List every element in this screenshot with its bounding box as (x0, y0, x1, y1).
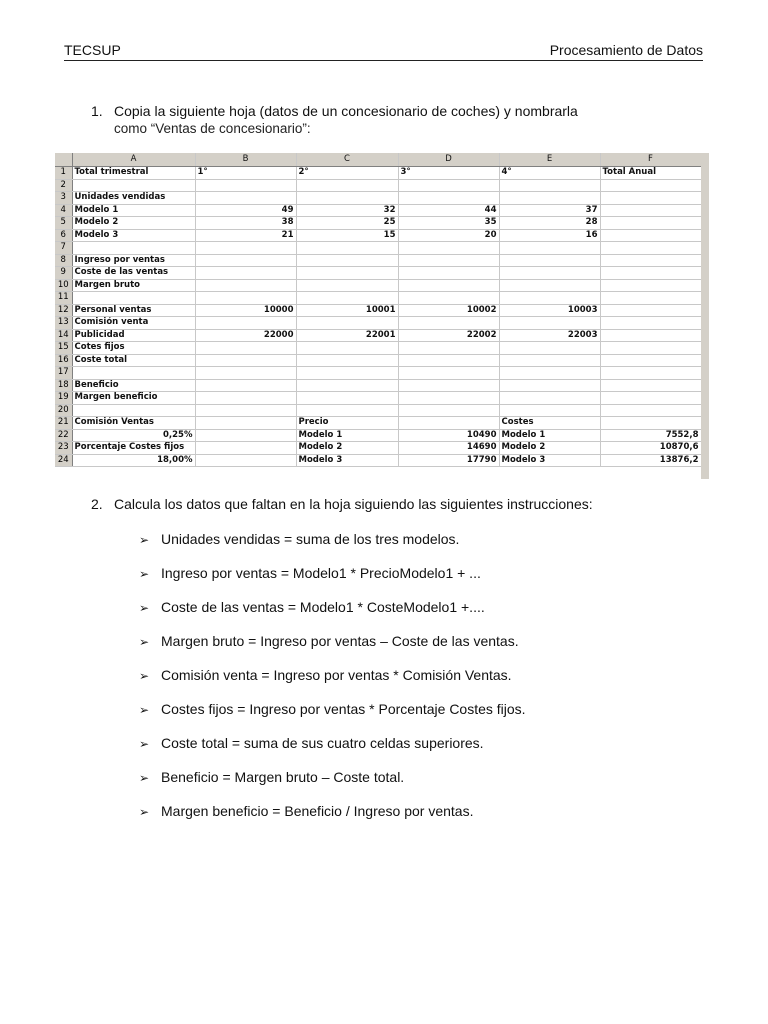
sheet-cell: Precio (296, 417, 398, 430)
sheet-row (55, 229, 701, 242)
sheet-row (55, 204, 701, 217)
sheet-row (55, 304, 701, 317)
corner-cell (55, 153, 72, 167)
sheet-cell: 25 (296, 217, 398, 230)
arrowhead-bullet-icon: ➢ (139, 669, 150, 683)
sheet-cell: 22002 (398, 329, 499, 342)
sheet-cell (499, 404, 600, 417)
sheet-cell (296, 242, 398, 255)
instruction-text: Margen beneficio = Beneficio / Ingreso por ventas. (161, 803, 474, 819)
sheet-row (55, 242, 701, 255)
instruction-text: Unidades vendidas = suma de los tres modelos. (161, 531, 460, 547)
sheet-row (55, 454, 701, 467)
sheet-cell: Modelo 2 (296, 442, 398, 455)
sheet-cell (600, 367, 701, 380)
sheet-cell: Modelo 1 (296, 429, 398, 442)
sheet-cell (195, 429, 296, 442)
instruction-item (139, 564, 481, 583)
row-header: 2 (55, 179, 72, 192)
sheet-cell (72, 367, 195, 380)
sheet-cell: 10000 (195, 304, 296, 317)
spreadsheet-table (55, 153, 702, 467)
sheet-cell (72, 179, 195, 192)
sheet-cell (398, 279, 499, 292)
sheet-cell (398, 254, 499, 267)
arrowhead-bullet-icon: ➢ (139, 805, 150, 819)
sheet-cell (296, 254, 398, 267)
sheet-cell (600, 379, 701, 392)
sheet-cell: Modelo 3 (72, 229, 195, 242)
sheet-cell (296, 367, 398, 380)
sheet-cell (499, 254, 600, 267)
sheet-cell: Modelo 2 (499, 442, 600, 455)
row-header: 20 (55, 404, 72, 417)
row-header: 23 (55, 442, 72, 455)
sheet-cell: Modelo 3 (499, 454, 600, 467)
sheet-cell: Modelo 3 (296, 454, 398, 467)
sheet-cell (398, 192, 499, 205)
sheet-cell (72, 292, 195, 305)
row-header: 21 (55, 417, 72, 430)
sheet-cell: 22001 (296, 329, 398, 342)
sheet-cell: 18,00% (72, 454, 195, 467)
instruction-item (139, 632, 519, 651)
sheet-cell (195, 254, 296, 267)
sheet-row (55, 167, 701, 180)
sheet-cell (600, 217, 701, 230)
sheet-cell (296, 379, 398, 392)
sheet-cell: 10002 (398, 304, 499, 317)
arrowhead-bullet-icon: ➢ (139, 737, 150, 751)
sheet-cell: 4° (499, 167, 600, 180)
instruction-text: Comisión venta = Ingreso por ventas * Comisión Ventas. (161, 667, 512, 683)
sheet-cell: 16 (499, 229, 600, 242)
sheet-cell (600, 304, 701, 317)
column-header-b: B (195, 153, 296, 167)
instruction-text: Coste de las ventas = Modelo1 * CosteModelo1 +.... (161, 599, 485, 615)
sheet-cell (195, 404, 296, 417)
sheet-cell: 10870,6 (600, 442, 701, 455)
row-header: 6 (55, 229, 72, 242)
sheet-row (55, 417, 701, 430)
sheet-row (55, 342, 701, 355)
column-header-a: A (72, 153, 195, 167)
instruction-text: Costes fijos = Ingreso por ventas * Porcentaje Costes fijos. (161, 701, 526, 717)
sheet-cell (195, 392, 296, 405)
sheet-cell: Margen beneficio (72, 392, 195, 405)
sheet-row (55, 179, 701, 192)
header-right: Procesamiento de Datos (549, 42, 703, 58)
sheet-cell: 32 (296, 204, 398, 217)
sheet-cell: Comisión venta (72, 317, 195, 330)
sheet-cell: Coste de las ventas (72, 267, 195, 280)
sheet-cell: Margen bruto (72, 279, 195, 292)
sheet-cell (499, 354, 600, 367)
sheet-cell (499, 292, 600, 305)
row-header: 9 (55, 267, 72, 280)
page-header (64, 42, 703, 61)
instruction-text: Margen bruto = Ingreso por ventas – Coste de las ventas. (161, 633, 519, 649)
sheet-cell: Costes (499, 417, 600, 430)
sheet-cell: Total trimestral (72, 167, 195, 180)
column-header-e: E (499, 153, 600, 167)
arrowhead-bullet-icon: ➢ (139, 533, 150, 547)
sheet-cell (195, 317, 296, 330)
step-1-subtext: como “Ventas de concesionario”: (114, 121, 311, 136)
sheet-cell (296, 342, 398, 355)
row-header: 8 (55, 254, 72, 267)
spreadsheet-image (55, 153, 709, 479)
sheet-cell (499, 342, 600, 355)
sheet-cell (296, 404, 398, 417)
step-1-text: Copia la siguiente hoja (datos de un concesionario de coches) y nombrarla (114, 103, 578, 119)
sheet-cell: 15 (296, 229, 398, 242)
sheet-cell: Modelo 1 (72, 204, 195, 217)
sheet-cell: 49 (195, 204, 296, 217)
sheet-row (55, 317, 701, 330)
sheet-cell (296, 292, 398, 305)
sheet-cell (499, 367, 600, 380)
sheet-row (55, 367, 701, 380)
sheet-cell (600, 192, 701, 205)
sheet-cell: Comisión Ventas (72, 417, 195, 430)
sheet-cell (195, 342, 296, 355)
row-header: 14 (55, 329, 72, 342)
sheet-cell (600, 404, 701, 417)
sheet-cell (296, 279, 398, 292)
sheet-cell (296, 392, 398, 405)
sheet-cell: 22000 (195, 329, 296, 342)
arrowhead-bullet-icon: ➢ (139, 567, 150, 581)
sheet-cell: 28 (499, 217, 600, 230)
column-header-row (55, 153, 701, 167)
sheet-cell (195, 279, 296, 292)
sheet-cell: Ingreso por ventas (72, 254, 195, 267)
sheet-cell (600, 267, 701, 280)
sheet-cell: 2° (296, 167, 398, 180)
column-header-f: F (600, 153, 701, 167)
row-header: 4 (55, 204, 72, 217)
row-header: 12 (55, 304, 72, 317)
sheet-cell (296, 267, 398, 280)
instruction-text: Coste total = suma de sus cuatro celdas superiores. (161, 735, 484, 751)
sheet-cell: Cotes fijos (72, 342, 195, 355)
sheet-cell (195, 417, 296, 430)
sheet-cell: 37 (499, 204, 600, 217)
sheet-cell (600, 254, 701, 267)
sheet-cell: 1° (195, 167, 296, 180)
sheet-cell (72, 404, 195, 417)
sheet-cell (499, 179, 600, 192)
sheet-cell (195, 379, 296, 392)
sheet-row (55, 429, 701, 442)
step-1-number: 1. (91, 103, 103, 119)
sheet-cell (398, 317, 499, 330)
sheet-cell: Personal ventas (72, 304, 195, 317)
row-header: 15 (55, 342, 72, 355)
sheet-cell (195, 192, 296, 205)
sheet-cell: 10001 (296, 304, 398, 317)
sheet-cell (499, 392, 600, 405)
sheet-cell: 35 (398, 217, 499, 230)
sheet-cell: Porcentaje Costes fijos (72, 442, 195, 455)
sheet-cell: 0,25% (72, 429, 195, 442)
sheet-cell: 14690 (398, 442, 499, 455)
sheet-row (55, 292, 701, 305)
sheet-cell: 20 (398, 229, 499, 242)
sheet-cell (195, 367, 296, 380)
sheet-cell (499, 242, 600, 255)
sheet-cell: 22003 (499, 329, 600, 342)
sheet-cell (600, 279, 701, 292)
sheet-cell (296, 354, 398, 367)
row-header: 19 (55, 392, 72, 405)
sheet-row (55, 329, 701, 342)
column-header-c: C (296, 153, 398, 167)
sheet-row (55, 379, 701, 392)
sheet-cell: Modelo 1 (499, 429, 600, 442)
sheet-row (55, 442, 701, 455)
sheet-cell (600, 242, 701, 255)
sheet-cell: Total Anual (600, 167, 701, 180)
sheet-row (55, 279, 701, 292)
sheet-cell (499, 379, 600, 392)
sheet-cell: Publicidad (72, 329, 195, 342)
sheet-cell (600, 354, 701, 367)
sheet-cell (195, 442, 296, 455)
sheet-cell (499, 279, 600, 292)
sheet-cell (195, 454, 296, 467)
sheet-cell (195, 292, 296, 305)
instruction-item (139, 530, 459, 549)
instruction-item (139, 734, 484, 753)
row-header: 10 (55, 279, 72, 292)
sheet-cell (499, 317, 600, 330)
step-2-number: 2. (91, 496, 103, 512)
sheet-cell (600, 229, 701, 242)
row-header: 7 (55, 242, 72, 255)
column-header-d: D (398, 153, 499, 167)
sheet-scrollbar (701, 153, 709, 479)
arrowhead-bullet-icon: ➢ (139, 635, 150, 649)
row-header: 24 (55, 454, 72, 467)
sheet-cell (195, 267, 296, 280)
sheet-cell: 21 (195, 229, 296, 242)
sheet-cell (398, 404, 499, 417)
instruction-item (139, 802, 473, 821)
sheet-cell (499, 192, 600, 205)
sheet-cell (195, 354, 296, 367)
row-header: 16 (55, 354, 72, 367)
header-left: TECSUP (64, 42, 121, 58)
sheet-cell (398, 354, 499, 367)
sheet-cell (600, 204, 701, 217)
sheet-row (55, 267, 701, 280)
sheet-cell (398, 292, 499, 305)
sheet-row (55, 404, 701, 417)
sheet-cell (398, 379, 499, 392)
sheet-cell: 10490 (398, 429, 499, 442)
sheet-cell (398, 267, 499, 280)
sheet-cell (398, 242, 499, 255)
sheet-cell: 38 (195, 217, 296, 230)
row-header: 18 (55, 379, 72, 392)
sheet-cell (600, 392, 701, 405)
sheet-cell (600, 317, 701, 330)
instruction-item (139, 666, 512, 685)
sheet-cell: 10003 (499, 304, 600, 317)
sheet-cell (195, 242, 296, 255)
sheet-cell: 17790 (398, 454, 499, 467)
step-2-text: Calcula los datos que faltan en la hoja siguiendo las siguientes instrucciones: (114, 496, 593, 512)
instruction-text: Beneficio = Margen bruto – Coste total. (161, 769, 405, 785)
sheet-row (55, 217, 701, 230)
sheet-cell: Modelo 2 (72, 217, 195, 230)
instruction-item (139, 768, 404, 787)
arrowhead-bullet-icon: ➢ (139, 601, 150, 615)
instruction-item (139, 598, 485, 617)
sheet-cell (600, 179, 701, 192)
sheet-cell (398, 392, 499, 405)
sheet-cell (296, 179, 398, 192)
sheet-row (55, 354, 701, 367)
sheet-row (55, 392, 701, 405)
sheet-cell: 3° (398, 167, 499, 180)
sheet-cell: 7552,8 (600, 429, 701, 442)
sheet-cell (398, 179, 499, 192)
sheet-cell: Coste total (72, 354, 195, 367)
sheet-cell: Unidades vendidas (72, 192, 195, 205)
sheet-cell (600, 292, 701, 305)
sheet-cell (398, 342, 499, 355)
sheet-cell: Beneficio (72, 379, 195, 392)
row-header: 3 (55, 192, 72, 205)
row-header: 1 (55, 167, 72, 180)
sheet-cell (296, 317, 398, 330)
row-header: 22 (55, 429, 72, 442)
row-header: 13 (55, 317, 72, 330)
sheet-cell (499, 267, 600, 280)
row-header: 17 (55, 367, 72, 380)
row-header: 5 (55, 217, 72, 230)
sheet-cell (72, 242, 195, 255)
instruction-text: Ingreso por ventas = Modelo1 * PrecioModelo1 + ... (161, 565, 481, 581)
row-header: 11 (55, 292, 72, 305)
sheet-cell (600, 329, 701, 342)
sheet-cell: 13876,2 (600, 454, 701, 467)
sheet-row (55, 192, 701, 205)
sheet-row (55, 254, 701, 267)
sheet-cell (296, 192, 398, 205)
sheet-cell (600, 417, 701, 430)
sheet-cell (195, 179, 296, 192)
instruction-item (139, 700, 526, 719)
sheet-cell: 44 (398, 204, 499, 217)
sheet-cell (600, 342, 701, 355)
step-2 (91, 495, 593, 513)
arrowhead-bullet-icon: ➢ (139, 703, 150, 717)
sheet-cell (398, 367, 499, 380)
step-1 (91, 102, 578, 120)
arrowhead-bullet-icon: ➢ (139, 771, 150, 785)
sheet-cell (398, 417, 499, 430)
